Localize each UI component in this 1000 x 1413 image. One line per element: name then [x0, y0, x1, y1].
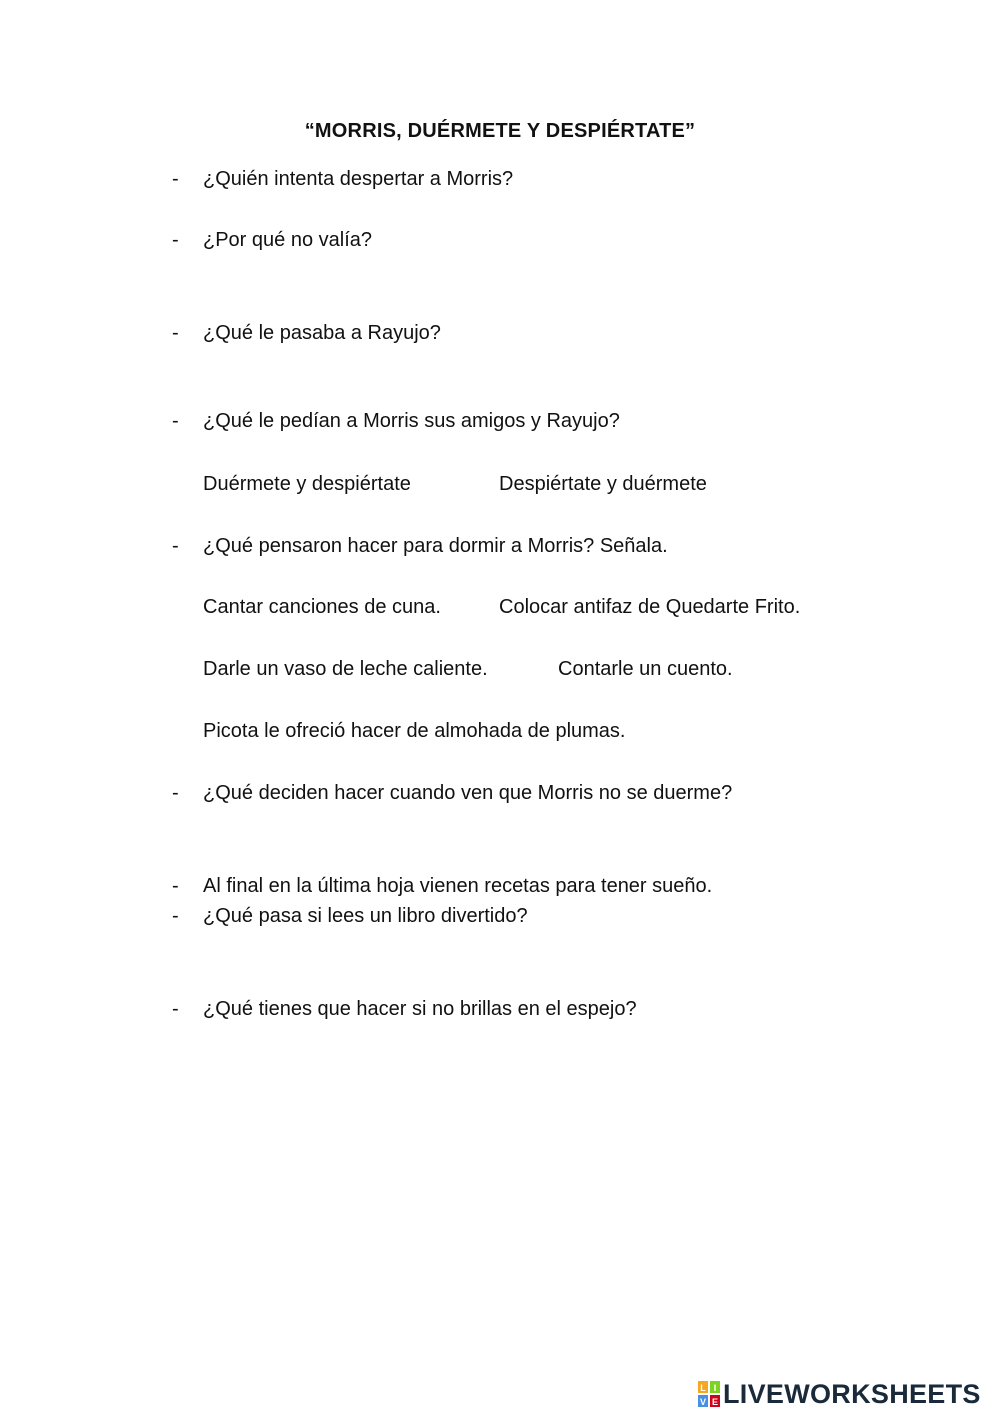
- question-text: ¿Qué le pasaba a Rayujo?: [203, 322, 441, 344]
- logo-wordmark: LIVEWORKSHEETS: [723, 1379, 981, 1409]
- answer-option[interactable]: Colocar antifaz de Quedarte Frito.: [499, 596, 801, 618]
- answer-option[interactable]: Despiértate y duérmete: [499, 473, 707, 495]
- question-text: ¿Qué pensaron hacer para dormir a Morris? Señala.: [203, 535, 668, 557]
- liveworksheets-logo-icon: [698, 1381, 720, 1407]
- svg-text:V: V: [699, 1397, 707, 1407]
- bullet-dash: -: [172, 535, 179, 557]
- svg-text:I: I: [713, 1383, 717, 1393]
- answer-option[interactable]: Contarle un cuento.: [558, 658, 733, 680]
- bullet-dash: -: [172, 998, 179, 1020]
- liveworksheets-logo: [698, 1379, 994, 1409]
- note-text: Al final en la última hoja vienen recetas para tener sueño.: [203, 875, 713, 897]
- question-text: ¿Qué tienes que hacer si no brillas en el espejo?: [203, 998, 637, 1020]
- answer-option[interactable]: Picota le ofreció hacer de almohada de plumas.: [203, 720, 626, 742]
- bullet-dash: -: [172, 905, 179, 927]
- question-text: ¿Quién intenta despertar a Morris?: [203, 168, 514, 190]
- svg-text:L: L: [700, 1383, 706, 1393]
- bullet-dash: -: [172, 875, 179, 897]
- question-text: ¿Qué deciden hacer cuando ven que Morris no se duerme?: [203, 782, 733, 804]
- answer-option[interactable]: Cantar canciones de cuna.: [203, 596, 441, 618]
- bullet-dash: -: [172, 410, 179, 432]
- question-text: ¿Por qué no valía?: [203, 229, 372, 251]
- answer-option[interactable]: Duérmete y despiértate: [203, 473, 411, 495]
- question-text: ¿Qué le pedían a Morris sus amigos y Rayujo?: [203, 410, 620, 432]
- bullet-dash: -: [172, 168, 179, 190]
- svg-text:E: E: [711, 1397, 719, 1407]
- bullet-dash: -: [172, 229, 179, 251]
- bullet-dash: -: [172, 782, 179, 804]
- worksheet-title: “MORRIS, DUÉRMETE Y DESPIÉRTATE”: [304, 120, 696, 142]
- answer-option[interactable]: Darle un vaso de leche caliente.: [203, 658, 488, 680]
- bullet-dash: -: [172, 322, 179, 344]
- question-text: ¿Qué pasa si lees un libro divertido?: [203, 905, 528, 927]
